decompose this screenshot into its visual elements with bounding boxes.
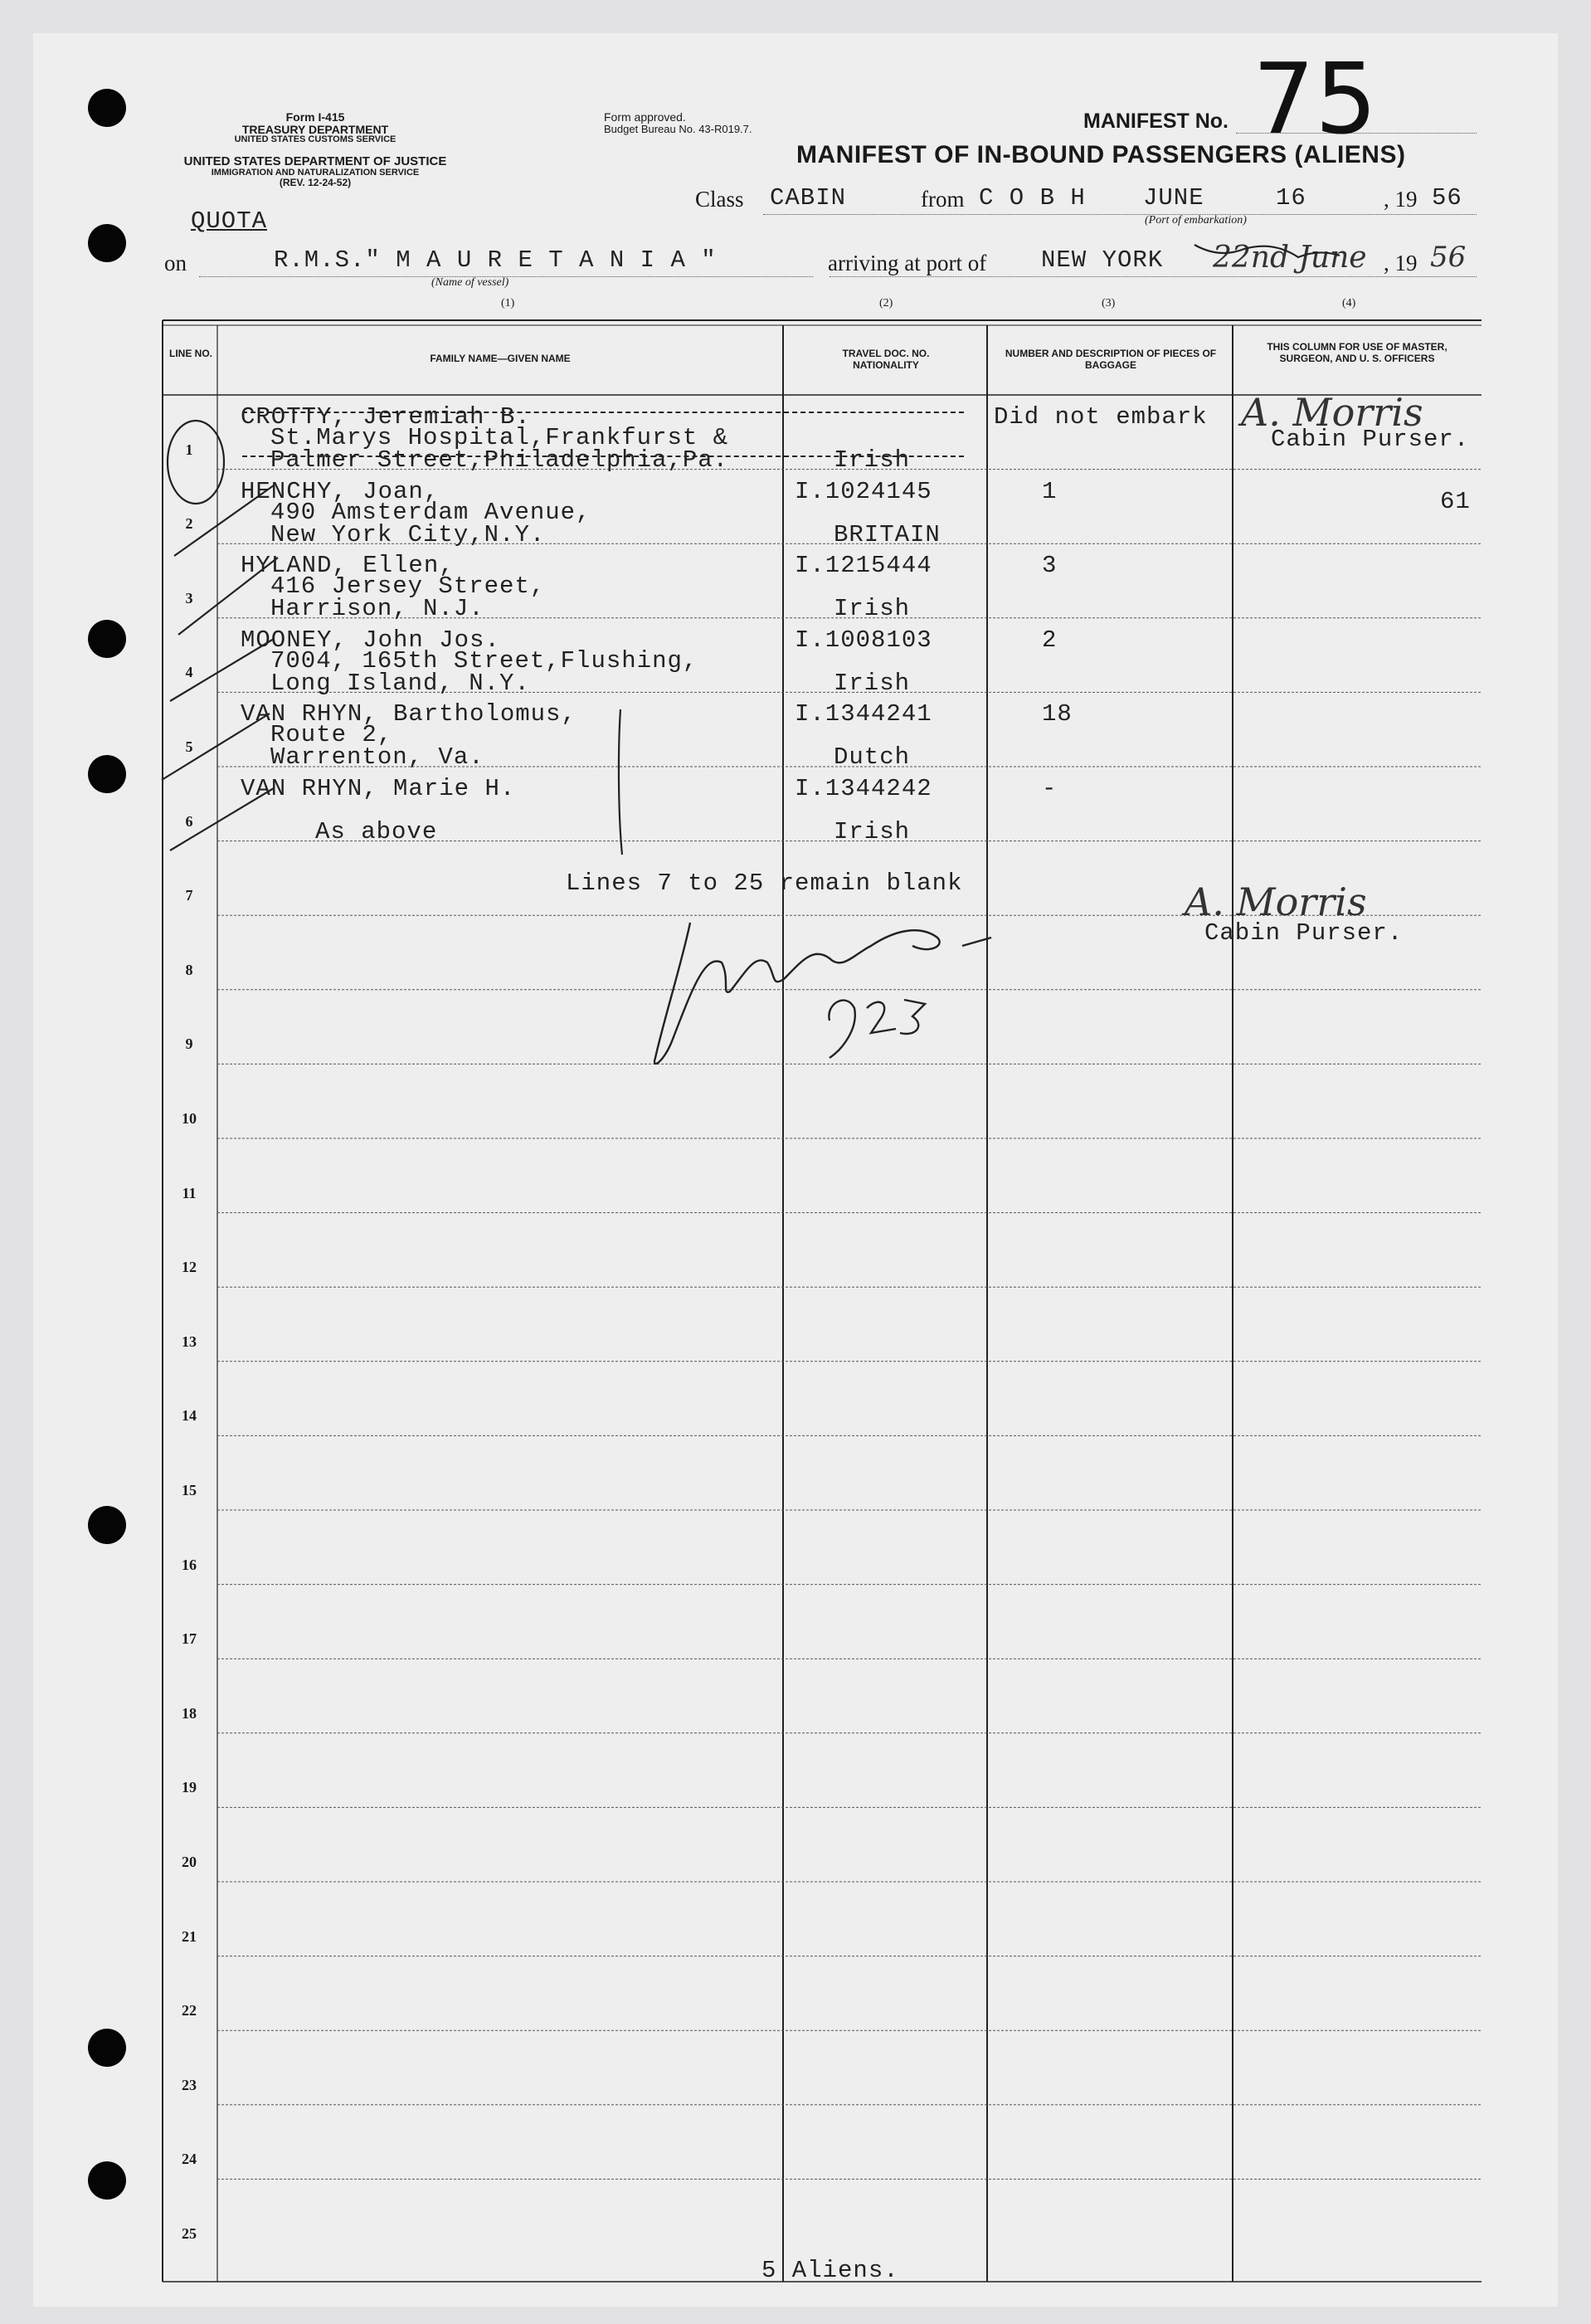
col-header-baggage: NUMBER AND DESCRIPTION OF PIECES OF BAGGAGE (1005, 348, 1217, 371)
line-number: 12 (182, 1259, 197, 1276)
passenger-name: VAN RHYN, Bartholomus, (241, 700, 577, 728)
line-number: 25 (182, 2225, 197, 2242)
from-label: from (921, 187, 965, 212)
embark-note: (Port of embarkation) (1145, 214, 1247, 227)
col-header-doc: TRAVEL DOC. NO. NATIONALITY (842, 348, 930, 371)
baggage-count: Did not embark (994, 403, 1208, 431)
col-header-officers: THIS COLUMN FOR USE OF MASTER, SURGEON, AND U. S. OFFICERS (1267, 341, 1447, 364)
manifest-title: MANIFEST OF IN-BOUND PASSENGERS (ALIENS) (796, 141, 1406, 168)
passenger-address-line: 416 Jersey Street, (270, 572, 546, 601)
purser-title: Cabin Purser. (1204, 919, 1404, 947)
line-number: 22 (182, 2002, 197, 2019)
line-number: 2 (185, 515, 193, 533)
travel-doc-number: I.1215444 (795, 552, 932, 580)
line-number: 10 (182, 1110, 197, 1127)
passenger-address-line: Long Island, N.Y. (270, 669, 530, 697)
line-number: 6 (185, 812, 193, 830)
departure-year: 56 (1432, 184, 1462, 212)
arrival-year-prefix: , 19 (1384, 251, 1418, 275)
form-number: Form I-415 (285, 110, 345, 124)
line-number: 14 (182, 1407, 197, 1425)
passenger-name: VAN RHYN, Marie H. (241, 775, 516, 802)
passenger-address-line: St.Marys Hospital,Frankfurst & (270, 424, 729, 451)
nationality: Irish (834, 595, 911, 623)
arrival-date: 22nd June (1213, 241, 1367, 275)
line-number: 16 (182, 1556, 197, 1573)
line-number: 20 (182, 1854, 197, 1870)
on-label: on (164, 251, 187, 275)
travel-doc-number: I.1008103 (795, 626, 932, 654)
purser-signature: A. Morris (1185, 879, 1367, 924)
line-number: 24 (182, 2151, 197, 2168)
line-number: 17 (182, 1630, 197, 1648)
nationality: Irish (834, 818, 911, 845)
passenger-name: HENCHY, Joan, (241, 477, 440, 505)
departure-day: 16 (1276, 184, 1306, 212)
line-number: 7 (185, 887, 193, 904)
class-label: Class (695, 187, 744, 212)
baggage-count: - (1042, 775, 1058, 802)
col-number-1: (1) (501, 297, 515, 309)
nationality: BRITAIN (834, 520, 941, 548)
passenger-address-line: Harrison, N.J. (270, 595, 484, 623)
class-value: CABIN (770, 184, 847, 212)
manifest-number: 75 (1253, 41, 1378, 156)
arriving-label: arriving at port of (828, 251, 987, 275)
line-number: 15 (182, 1482, 197, 1498)
arrival-year: 56 (1430, 241, 1467, 274)
passenger-address-line: Route 2, (270, 721, 393, 749)
line-number: 1 (185, 441, 193, 458)
nationality: Dutch (834, 743, 911, 772)
revision-label: (REV. 12-24-52) (279, 177, 352, 189)
line-number: 19 (182, 1779, 197, 1796)
quota-label: QUOTA (191, 207, 268, 235)
purser-signature-top: A. Morris (1241, 390, 1423, 435)
from-port: C O B H (979, 184, 1086, 212)
baggage-count: 18 (1042, 700, 1073, 728)
line-number: 9 (185, 1035, 193, 1053)
strike-line (242, 412, 964, 413)
passenger-address-line: 490 Amsterdam Avenue, (270, 498, 591, 526)
line-number: 5 (185, 738, 193, 755)
departure-year-prefix: , 19 (1384, 187, 1418, 212)
line-number: 18 (182, 1704, 197, 1722)
aliens-total: 5 Aliens. (761, 2257, 899, 2284)
vessel-note: (Name of vessel) (431, 276, 509, 289)
line-number: 23 (182, 2076, 197, 2093)
form-approved: Form approved. (604, 110, 686, 124)
line-number: 11 (182, 1184, 197, 1201)
treasury-label: TREASURY DEPARTMENT (241, 122, 389, 136)
passenger-address-line: 7004, 165th Street,Flushing, (270, 646, 698, 675)
line-number: 21 (182, 1927, 197, 1945)
officer-note: Cabin Purser. (1271, 426, 1470, 453)
baggage-count: 3 (1042, 552, 1058, 580)
nationality: Irish (834, 669, 911, 697)
line-number: 8 (185, 961, 193, 978)
officer-number: 61 (1440, 487, 1471, 515)
passenger-name: MOONEY, John Jos. (241, 626, 500, 654)
travel-doc-number: I.1344241 (795, 700, 932, 728)
col-number-4: (4) (1342, 297, 1356, 309)
departure-month: JUNE (1143, 184, 1204, 212)
vessel-name: R.M.S." M A U R E T A N I A " (274, 246, 717, 274)
line-number: 3 (185, 589, 193, 607)
manifest-no-label: MANIFEST No. (1083, 110, 1229, 133)
ins-label: IMMIGRATION AND NATURALIZATION SERVICE (211, 167, 420, 178)
passenger-address-line: Warrenton, Va. (270, 743, 484, 772)
passenger-name: HYLAND, Ellen, (241, 552, 455, 580)
travel-doc-number: I.1344242 (795, 775, 932, 802)
col-number-3: (3) (1102, 297, 1116, 309)
nationality: Irish (834, 446, 911, 474)
customs-label: UNITED STATES CUSTOMS SERVICE (234, 134, 397, 145)
passenger-address-line: As above (315, 818, 438, 845)
strike-line (242, 456, 964, 457)
passenger-address-line: New York City,N.Y. (270, 520, 546, 548)
baggage-count: 2 (1042, 626, 1058, 654)
col-header-line-no: LINE NO. (168, 348, 212, 359)
remain-blank-note: Lines 7 to 25 remain blank (566, 870, 963, 897)
line-number: 13 (182, 1333, 197, 1350)
passenger-address-line: Palmer Street,Philadelphia,Pa. (270, 446, 729, 474)
col-header-name: FAMILY NAME—GIVEN NAME (430, 353, 571, 364)
budget-bureau: Budget Bureau No. 43-R019.7. (604, 122, 752, 135)
line-number: 4 (185, 664, 193, 681)
travel-doc-number: I.1024145 (795, 477, 932, 505)
baggage-count: 1 (1042, 477, 1058, 505)
passenger-name: CROTTY, Jeremiah B. (241, 403, 531, 431)
arrival-port: NEW YORK (1041, 246, 1164, 274)
justice-label: UNITED STATES DEPARTMENT OF JUSTICE (183, 153, 447, 168)
col-number-2: (2) (879, 297, 893, 309)
